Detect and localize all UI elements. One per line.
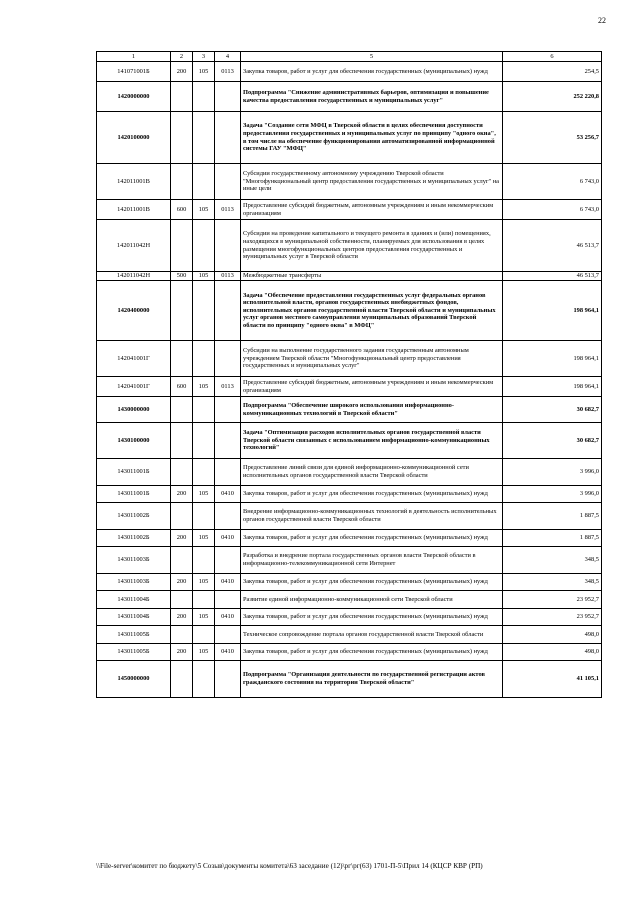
table-row: [97, 661, 602, 698]
row-code: 142041001Г: [97, 377, 171, 397]
row-department: [193, 112, 215, 164]
row-code: 1420100000: [97, 112, 171, 164]
row-expense-type: [171, 164, 193, 200]
row-department: 105: [193, 62, 215, 82]
row-code: 1420400000: [97, 281, 171, 341]
row-department: 105: [193, 574, 215, 591]
row-expense-type: 600: [171, 377, 193, 397]
table-row: [97, 459, 602, 486]
row-section: 0113: [215, 272, 241, 281]
row-expense-type: [171, 503, 193, 530]
row-name: Задача "Обеспечение предоставления государственных услуг федеральных органов исполнительной власти, органов государственных внебюджетных фондов, исполнительных органов государственной власти Тверской области и муниципальных услуг органов местного самоуправления муниципальных образований Тверской области по принципу "одного окна" в МФЦ": [241, 281, 503, 341]
row-expense-type: 600: [171, 200, 193, 220]
row-section: [215, 164, 241, 200]
row-code: 142041001Г: [97, 341, 171, 377]
row-name: Закупка товаров, работ и услуг для обеспечения государственных (муниципальных) нужд: [241, 609, 503, 626]
row-department: [193, 341, 215, 377]
row-section: 0410: [215, 530, 241, 547]
row-department: [193, 503, 215, 530]
row-department: 105: [193, 530, 215, 547]
table-row: [97, 423, 602, 459]
row-code: 1420000000: [97, 82, 171, 112]
row-code: 142011001В: [97, 200, 171, 220]
row-department: [193, 164, 215, 200]
column-header: 5: [241, 52, 503, 62]
row-expense-type: 200: [171, 62, 193, 82]
footer-file-path: \\File-server\комитет по бюджету\5 Созыв\документы комитета\63 заседание (12)\рг\рг(63) 1701-П-5\Прил 14 (КЦСР КВР (РП): [96, 862, 483, 870]
row-section: [215, 220, 241, 272]
row-code: 142011042Н: [97, 220, 171, 272]
row-code: 1450000000: [97, 661, 171, 698]
row-section: 0410: [215, 486, 241, 503]
table-body: [97, 62, 602, 698]
row-expense-type: [171, 220, 193, 272]
table-row: [97, 112, 602, 164]
row-section: [215, 503, 241, 530]
row-section: [215, 591, 241, 609]
row-department: [193, 459, 215, 486]
row-section: [215, 459, 241, 486]
row-sum: 30 682,7: [503, 423, 602, 459]
row-code: 143011003Б: [97, 574, 171, 591]
row-section: [215, 281, 241, 341]
row-department: 105: [193, 272, 215, 281]
row-sum: 23 952,7: [503, 591, 602, 609]
row-name: Межбюджетные трансферты: [241, 272, 503, 281]
table-row: [97, 341, 602, 377]
budget-table: [96, 51, 602, 698]
row-sum: 198 964,1: [503, 341, 602, 377]
row-section: 0113: [215, 377, 241, 397]
row-department: [193, 661, 215, 698]
row-expense-type: [171, 423, 193, 459]
row-name: Задача "Оптимизация расходов исполнительных органов государственной власти Тверской области связанных с использованием информационно-коммуникационных технологий": [241, 423, 503, 459]
table-row: [97, 62, 602, 82]
table-row: [97, 397, 602, 423]
row-name: Субсидии государственному автономному учреждению Тверской области "Многофункциональный центр предоставления государственных и муниципальных услуг" на иные цели: [241, 164, 503, 200]
row-expense-type: [171, 341, 193, 377]
row-code: 143011003Б: [97, 547, 171, 574]
row-code: 143011001Б: [97, 486, 171, 503]
table-row: [97, 626, 602, 644]
table-row: [97, 377, 602, 397]
row-name: Подпрограмма "Организация деятельности по государственной регистрации актов гражданского состояния на территории Тверской области": [241, 661, 503, 698]
row-expense-type: [171, 459, 193, 486]
row-code: 1430100000: [97, 423, 171, 459]
row-department: 105: [193, 609, 215, 626]
row-name: Подпрограмма "Обеспечение широкого использования информационно-коммуникационных технологий в Тверской области": [241, 397, 503, 423]
row-expense-type: 200: [171, 644, 193, 661]
row-sum: 252 220,8: [503, 82, 602, 112]
table-row: [97, 82, 602, 112]
row-section: [215, 341, 241, 377]
table-row: [97, 591, 602, 609]
row-name: Закупка товаров, работ и услуг для обеспечения государственных (муниципальных) нужд: [241, 530, 503, 547]
row-code: 141071001Б: [97, 62, 171, 82]
row-section: [215, 626, 241, 644]
table-row: [97, 503, 602, 530]
table-row: [97, 281, 602, 341]
row-department: [193, 547, 215, 574]
row-expense-type: [171, 626, 193, 644]
row-code: 143011002Б: [97, 530, 171, 547]
table-row: [97, 200, 602, 220]
row-section: [215, 397, 241, 423]
row-code: 143011002Б: [97, 503, 171, 530]
row-name: Разработка и внедрение портала государственных органов власти Тверской области в информационно-телекоммуникационной сети Интернет: [241, 547, 503, 574]
row-expense-type: 200: [171, 609, 193, 626]
row-sum: 6 743,0: [503, 200, 602, 220]
row-sum: 254,5: [503, 62, 602, 82]
row-department: [193, 397, 215, 423]
row-expense-type: [171, 661, 193, 698]
row-expense-type: [171, 112, 193, 164]
row-section: [215, 661, 241, 698]
table-row: [97, 547, 602, 574]
row-department: 105: [193, 644, 215, 661]
page-number: 22: [598, 16, 606, 25]
row-code: 143011004Б: [97, 609, 171, 626]
table-row: [97, 164, 602, 200]
table-row: [97, 609, 602, 626]
column-header: 4: [215, 52, 241, 62]
row-section: 0410: [215, 609, 241, 626]
row-section: [215, 112, 241, 164]
column-header: 2: [171, 52, 193, 62]
row-section: 0410: [215, 574, 241, 591]
row-name: Подпрограмма "Снижение административных барьеров, оптимизация и повышение качества предоставления государственных и муниципальных услуг": [241, 82, 503, 112]
row-name: Закупка товаров, работ и услуг для обеспечения государственных (муниципальных) нужд: [241, 574, 503, 591]
row-department: 105: [193, 486, 215, 503]
row-code: 142011001В: [97, 164, 171, 200]
row-sum: 1 887,5: [503, 530, 602, 547]
row-expense-type: [171, 82, 193, 112]
row-sum: 498,0: [503, 626, 602, 644]
column-header: 1: [97, 52, 171, 62]
row-code: 143011004Б: [97, 591, 171, 609]
row-department: [193, 591, 215, 609]
row-name: Техническое сопровождение портала органов государственной власти Тверской области: [241, 626, 503, 644]
row-sum: 198 964,1: [503, 377, 602, 397]
row-department: [193, 82, 215, 112]
row-sum: 3 996,0: [503, 486, 602, 503]
row-department: [193, 626, 215, 644]
row-code: 143011001Б: [97, 459, 171, 486]
row-sum: 41 105,1: [503, 661, 602, 698]
row-code: 143011005Б: [97, 626, 171, 644]
row-name: Закупка товаров, работ и услуг для обеспечения государственных (муниципальных) нужд: [241, 62, 503, 82]
row-section: 0113: [215, 200, 241, 220]
row-department: [193, 220, 215, 272]
table-row: [97, 272, 602, 281]
row-name: Предоставление субсидий бюджетным, автономным учреждениям и иным некоммерческим организациям: [241, 377, 503, 397]
row-name: Субсидии на проведение капитального и текущего ремонта в зданиях и (или) помещениях, находящихся в муниципальной собственности, планируемых для использования в целях размещения многофункциональных центров предоставления государственных и муниципальных услуг в Тверской области: [241, 220, 503, 272]
row-sum: 23 952,7: [503, 609, 602, 626]
table-header-row: [97, 52, 602, 62]
row-sum: 46 513,7: [503, 272, 602, 281]
row-sum: 6 743,0: [503, 164, 602, 200]
row-expense-type: 200: [171, 530, 193, 547]
table-row: [97, 530, 602, 547]
row-name: Внедрение информационно-коммуникационных технологий в деятельность исполнительных органов государственной власти Тверской области: [241, 503, 503, 530]
table-row: [97, 574, 602, 591]
row-name: Развитие единой информационно-коммуникационной сети Тверской области: [241, 591, 503, 609]
row-name: Закупка товаров, работ и услуг для обеспечения государственных (муниципальных) нужд: [241, 644, 503, 661]
row-code: 1430000000: [97, 397, 171, 423]
row-section: [215, 82, 241, 112]
row-department: [193, 423, 215, 459]
row-expense-type: 500: [171, 272, 193, 281]
table-row: [97, 220, 602, 272]
row-name: Субсидии на выполнение государственного задания государственным автономным учреждением Тверской области "Многофункциональный центр предоставления государственных и муниципальных услуг": [241, 341, 503, 377]
row-name: Предоставление субсидий бюджетным, автономным учреждениям и иным некоммерческим организациям: [241, 200, 503, 220]
row-expense-type: 200: [171, 574, 193, 591]
row-name: Закупка товаров, работ и услуг для обеспечения государственных (муниципальных) нужд: [241, 486, 503, 503]
row-department: [193, 281, 215, 341]
row-code: 142011042Н: [97, 272, 171, 281]
row-expense-type: 200: [171, 486, 193, 503]
row-expense-type: [171, 397, 193, 423]
row-sum: 198 964,1: [503, 281, 602, 341]
row-name: Предоставление линий связи для единой информационно-коммуникационной сети исполнительных органов государственной власти Тверской области: [241, 459, 503, 486]
column-header: 3: [193, 52, 215, 62]
row-department: 105: [193, 200, 215, 220]
row-name: Задача "Создание сети МФЦ в Тверской области в целях обеспечения доступности предоставления государственных и муниципальных услуг по принципу "одного окна", в том числе на обеспечение функционирования автоматизированной информационной системы ГАУ "МФЦ": [241, 112, 503, 164]
row-section: [215, 423, 241, 459]
row-sum: 348,5: [503, 574, 602, 591]
row-sum: 498,0: [503, 644, 602, 661]
row-sum: 53 256,7: [503, 112, 602, 164]
row-expense-type: [171, 591, 193, 609]
row-department: 105: [193, 377, 215, 397]
table-row: [97, 486, 602, 503]
row-section: [215, 547, 241, 574]
row-sum: 1 887,5: [503, 503, 602, 530]
row-sum: 348,5: [503, 547, 602, 574]
row-section: 0410: [215, 644, 241, 661]
row-sum: 3 996,0: [503, 459, 602, 486]
row-section: 0113: [215, 62, 241, 82]
table-row: [97, 644, 602, 661]
row-code: 143011005Б: [97, 644, 171, 661]
row-sum: 30 682,7: [503, 397, 602, 423]
row-expense-type: [171, 281, 193, 341]
row-sum: 46 513,7: [503, 220, 602, 272]
column-header: 6: [503, 52, 602, 62]
row-expense-type: [171, 547, 193, 574]
